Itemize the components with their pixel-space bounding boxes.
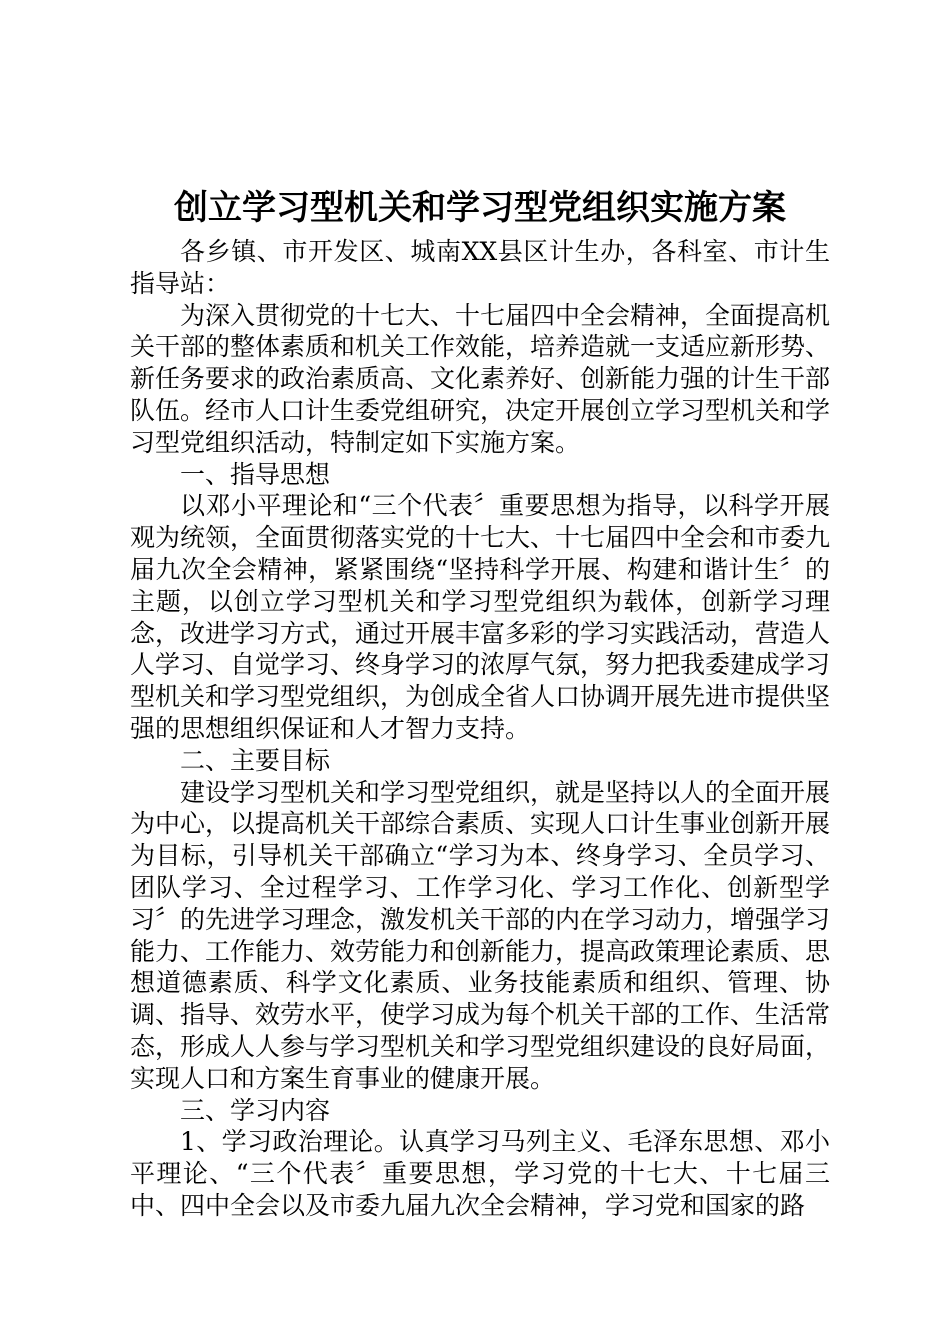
document-page: [130, 186, 830, 1222]
document-body: [130, 236, 830, 1222]
section-heading-guiding-thought: 一、指导思想: [180, 459, 331, 489]
section-text-main-goals: 建设学习型机关和学习型党组织，就是坚持以人的全面开展为中心，以提高机关干部综合素质、实现人口计生事业创新开展为目标，引导机关干部确立“学习为本、终身学习、全员学习、团队学习、全过程学习、工作学习化、学习工作化、创新型学习〞的先进学习理念，激发机关干部的内在学习动力，增强学习能力、工作能力、效劳能力和创新能力，提高政策理论素质、思想道德素质、科学文化素质、业务技能素质和组织、管理、协调、指导、效劳水平，使学习成为每个机关干部的工作、生活常态，形成人人参与学习型机关和学习型党组织建设的良好局面，实现人口和方案生育事业的健康开展。: [130, 777, 831, 1093]
section-text-study-content: 1、学习政治理论。认真学习马列主义、毛泽东思想、邓小平理论、“三个代表〞重要思想，学习党的十七大、十七届三中、四中全会以及市委九届九次全会精神，学习党和国家的路: [130, 1127, 830, 1220]
salutation-paragraph: 各乡镇、市开发区、城南XX县区计生办，各科室、市计生指导站：: [130, 237, 830, 298]
section-text-guiding-thought: 以邓小平理论和“三个代表〞重要思想为指导，以科学开展观为统领，全面贯彻落实党的十七大、十七届四中全会和市委九届九次全会精神，紧紧围绕“坚持科学开展、构建和谐计生〞的主题，以创立学习型机关和学习型党组织为载体，创新学习理念，改进学习方式，通过开展丰富多彩的学习实践活动，营造人人学习、自觉学习、终身学习的浓厚气氛，努力把我委建成学习型机关和学习型党组织，为创成全省人口协调开展先进市提供坚强的思想组织保证和人才智力支持。: [130, 491, 831, 743]
section-heading-main-goals: 二、主要目标: [180, 745, 331, 775]
document-title: 创立学习型机关和学习型党组织实施方案: [174, 188, 786, 228]
intro-paragraph: 为深入贯彻党的十七大、十七届四中全会精神，全面提高机关干部的整体素质和机关工作效能，培养造就一支适应新形势、新任务要求的政治素质高、文化素养好、创新能力强的计生干部队伍。经市人口计生委党组研究，决定开展创立学习型机关和学习型党组织活动，特制定如下实施方案。: [130, 300, 831, 457]
section-heading-study-content: 三、学习内容: [180, 1095, 331, 1125]
